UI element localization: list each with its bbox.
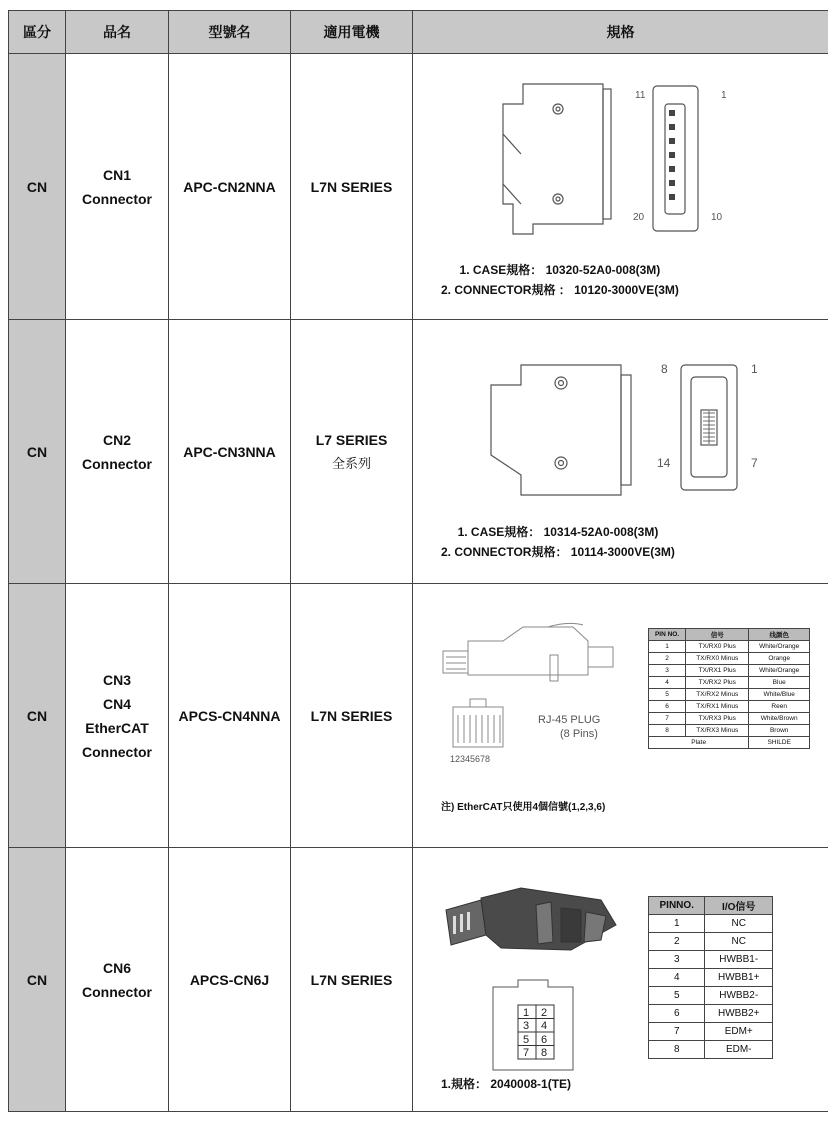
pin-label: 10 bbox=[711, 212, 723, 223]
pin-row: 2 NC bbox=[649, 933, 773, 951]
spec-cell bbox=[413, 320, 828, 584]
motor-line: L7 SERIES bbox=[315, 431, 388, 448]
model-cell: APC-CN2NNA bbox=[169, 54, 291, 320]
pin-label: 7 bbox=[751, 456, 758, 470]
model-cell: APC-CN3NNA bbox=[169, 320, 291, 584]
spec-notes bbox=[441, 1074, 571, 1094]
pin-header: PIN NO. bbox=[649, 629, 686, 641]
pin-table-header bbox=[649, 897, 773, 915]
pin-label: 20 bbox=[633, 212, 645, 223]
spec-cell bbox=[413, 584, 828, 848]
header-model: 型號名 bbox=[169, 11, 291, 54]
pin-header: PINNO. bbox=[649, 897, 705, 915]
plug-label: RJ-45 PLUG bbox=[538, 714, 601, 726]
category-cell: CN bbox=[9, 848, 66, 1112]
cn6-connector-photo bbox=[441, 880, 631, 970]
category-cell: CN bbox=[9, 320, 66, 584]
pin-row: 3 TX/RX1 Plus White/Orange bbox=[649, 665, 810, 677]
pin-label: 11 bbox=[635, 90, 646, 101]
spec-note: 2. CONNECTOR規格 ： 10120-3000VE(3M) bbox=[441, 283, 679, 297]
product-name-line: EtherCAT bbox=[85, 719, 149, 736]
pin-row: 4 HWBB1+ bbox=[649, 969, 773, 987]
spec-note: 1. CASE規格： 10320-52A0-008(3M) bbox=[459, 263, 661, 277]
category-cell: CN bbox=[9, 584, 66, 848]
connector-spec-table bbox=[8, 10, 828, 1112]
cn1-connector-drawing bbox=[493, 74, 753, 244]
pin-row: 1 TX/RX0 Plus White/Orange bbox=[649, 641, 810, 653]
rj45-pin-table bbox=[648, 628, 810, 749]
spec-notes bbox=[441, 260, 679, 300]
pin-row: 6 TX/RX1 Minus Reen bbox=[649, 701, 810, 713]
pin-table-header bbox=[649, 629, 810, 641]
spec-notes bbox=[441, 522, 675, 562]
pin-row: 6 HWBB2+ bbox=[649, 1005, 773, 1023]
product-name-line: CN2 bbox=[102, 431, 131, 448]
table-row bbox=[9, 54, 828, 320]
spec-note: 注) EtherCAT只使用4個信號(1,2,3,6) bbox=[441, 802, 606, 813]
spec-cell bbox=[413, 848, 828, 1112]
spec-note: 2. CONNECTOR規格： 10114-3000VE(3M) bbox=[441, 545, 675, 559]
motor-cell: L7N SERIES bbox=[291, 54, 413, 320]
plug-label: (8 Pins) bbox=[560, 728, 598, 740]
pin-row: 5 HWBB2- bbox=[649, 987, 773, 1005]
cn6-pin-table bbox=[648, 896, 773, 1059]
table-row bbox=[9, 320, 828, 584]
pin-number: 1 bbox=[523, 1007, 530, 1019]
rj45-plug-drawing bbox=[438, 619, 638, 769]
pin-row: 8 EDM- bbox=[649, 1041, 773, 1059]
product-name-cell bbox=[66, 848, 169, 1112]
product-name-cell bbox=[66, 320, 169, 584]
product-name-line: CN1 bbox=[102, 166, 131, 183]
motor-cell: L7N SERIES bbox=[291, 584, 413, 848]
pin-label: 1 bbox=[751, 362, 758, 376]
motor-cell: L7N SERIES bbox=[291, 848, 413, 1112]
pin-label: 14 bbox=[657, 456, 671, 470]
product-name-line: CN6 bbox=[102, 959, 131, 976]
table-row bbox=[9, 584, 828, 848]
header-category: 區分 bbox=[9, 11, 66, 54]
product-name-line: Connector bbox=[82, 455, 152, 472]
cn2-connector-drawing bbox=[481, 355, 771, 505]
model-cell: APCS-CN6J bbox=[169, 848, 291, 1112]
pin-number: 7 bbox=[523, 1047, 530, 1059]
cn6-pin-grid bbox=[488, 975, 578, 1075]
header-row bbox=[9, 11, 828, 54]
product-name-line: Connector bbox=[82, 983, 152, 1000]
pin-label: 8 bbox=[661, 362, 668, 376]
product-name-line: Connector bbox=[82, 743, 152, 760]
product-name-line: CN4 bbox=[102, 695, 131, 712]
product-name-cell bbox=[66, 54, 169, 320]
pin-number: 3 bbox=[523, 1020, 530, 1032]
ethercat-note bbox=[441, 798, 605, 818]
pin-row: 5 TX/RX2 Minus White/Blue bbox=[649, 689, 810, 701]
product-name-cell bbox=[66, 584, 169, 848]
spec-note: 1.規格： 2040008-1(TE) bbox=[441, 1077, 572, 1091]
product-name-line: Connector bbox=[82, 190, 152, 207]
pin-row: 8 TX/RX3 Minus Brown bbox=[649, 725, 810, 737]
header-motor: 適用電機 bbox=[291, 11, 413, 54]
pin-number: 6 bbox=[541, 1034, 548, 1046]
pin-label: 1 bbox=[721, 90, 727, 101]
pin-row: 7 EDM+ bbox=[649, 1023, 773, 1041]
spec-note: 1. CASE規格： 10314-52A0-008(3M) bbox=[457, 525, 659, 539]
model-cell: APCS-CN4NNA bbox=[169, 584, 291, 848]
pin-number: 5 bbox=[523, 1034, 530, 1046]
pin-header: 信号 bbox=[686, 629, 749, 641]
pin-header: I/O信号 bbox=[705, 897, 773, 915]
pin-header: 线颜色 bbox=[749, 629, 810, 641]
plug-pin-numbers: 12345678 bbox=[450, 754, 491, 764]
category-cell: CN bbox=[9, 54, 66, 320]
pin-row: 7 TX/RX3 Plus White/Brown bbox=[649, 713, 810, 725]
motor-cell bbox=[291, 320, 413, 584]
pin-number: 2 bbox=[541, 1007, 548, 1019]
pin-row: 4 TX/RX2 Plus Blue bbox=[649, 677, 810, 689]
header-name: 品名 bbox=[66, 11, 169, 54]
pin-number: 4 bbox=[541, 1020, 548, 1032]
pin-number: 8 bbox=[541, 1047, 548, 1059]
pin-row: 1 NC bbox=[649, 915, 773, 933]
spec-cell bbox=[413, 54, 828, 320]
header-spec: 規格 bbox=[413, 11, 828, 54]
motor-sub-line: 全系列 bbox=[331, 455, 371, 471]
pin-row: 2 TX/RX0 Minus Orange bbox=[649, 653, 810, 665]
pin-row: 3 HWBB1- bbox=[649, 951, 773, 969]
product-name-line: CN3 bbox=[102, 671, 131, 688]
pin-row: Plate SHILDE bbox=[649, 737, 810, 749]
table-row bbox=[9, 848, 828, 1112]
